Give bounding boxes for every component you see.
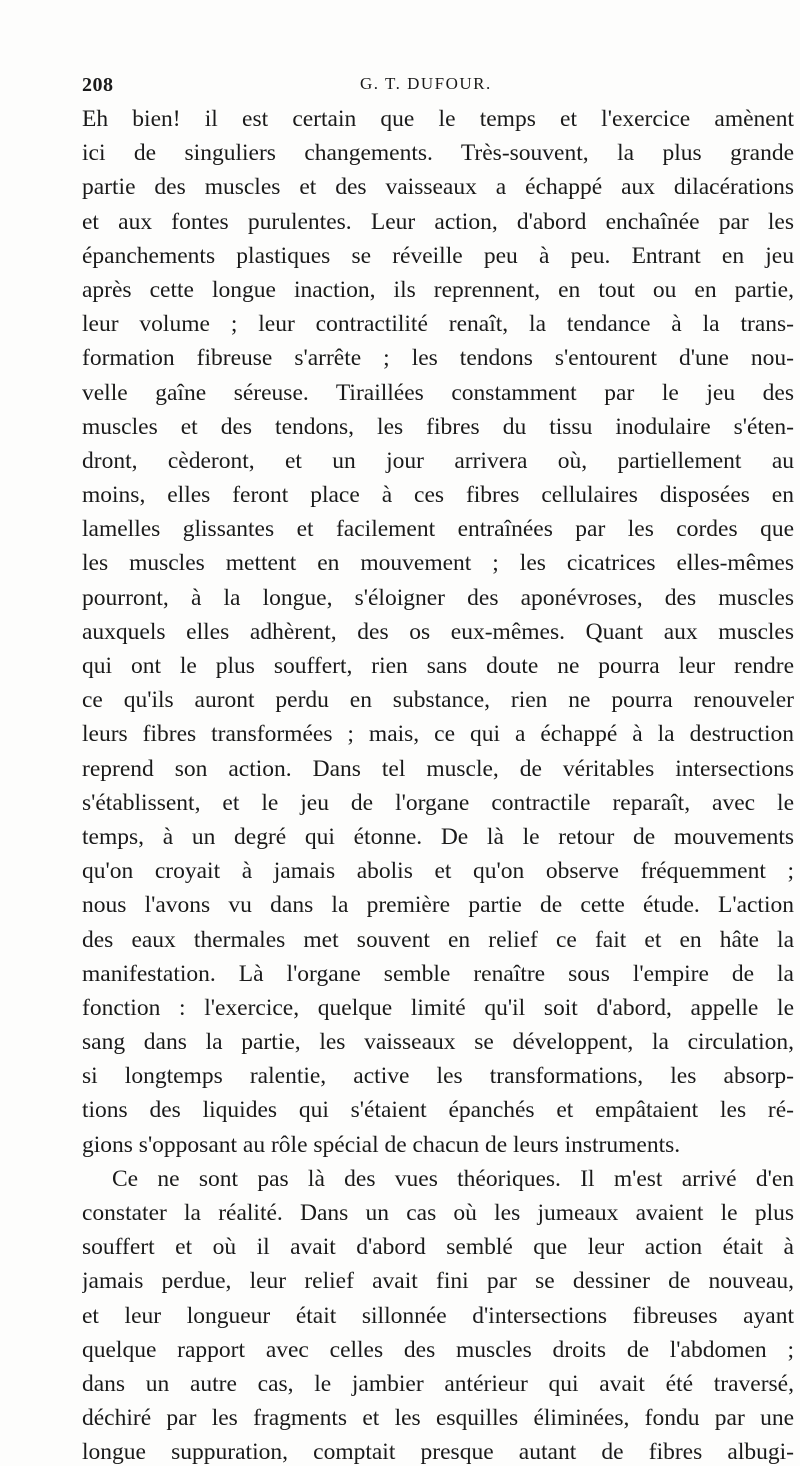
text-line: dans un autre cas, le jambier antérieur qui avait été traversé, xyxy=(82,1370,794,1397)
text-line: et leur longueur était sillonnée d'intersections fibreuses ayant xyxy=(82,1302,794,1329)
text-line: épanchements plastiques se réveille peu à peu. Entrant en jeu xyxy=(82,242,794,269)
text-line: partie des muscles et des vaisseaux a échappé aux dilacérations xyxy=(82,174,794,201)
text-line: constater la réalité. Dans un cas où les jumeaux avaient le plus xyxy=(82,1200,794,1226)
text-line: formation fibreuse s'arrête ; les tendons s'entourent d'une nou- xyxy=(82,345,794,372)
text-line: nous l'avons vu dans la première partie de cette étude. L'action xyxy=(82,892,794,919)
text-line: sang dans la partie, les vaisseaux se développent, la circulation, xyxy=(82,1029,794,1056)
paragraph xyxy=(82,1162,794,1470)
text-line: et aux fontes purulentes. Leur action, d'abord enchaînée par les xyxy=(82,208,794,235)
text-line: gions s'opposant au rôle spécial de chacun de leurs instruments. xyxy=(82,1131,681,1158)
text-line: des eaux thermales met souvent en relief ce fait et en hâte la xyxy=(82,926,794,953)
text-line: dront, cèderont, et un jour arrivera où, partiellement au xyxy=(82,447,794,474)
text-line: qui ont le plus souffert, rien sans doute ne pourra leur rendre xyxy=(82,653,794,679)
text-line: ce qu'ils auront perdu en substance, rien ne pourra renouveler xyxy=(82,687,794,714)
text-line: Eh bien! il est certain que le temps et l'exercice amènent xyxy=(82,106,794,132)
text-line: tions des liquides qui s'étaient épanchés et empâtaient les ré- xyxy=(82,1097,794,1124)
text-line: leurs fibres transformées ; mais, ce qui a échappé à la destruction xyxy=(82,721,794,748)
text-line: auxquels elles adhèrent, des os eux-mêmes. Quant aux muscles xyxy=(82,618,794,645)
text-line: leur volume ; leur contractilité renaît, la tendance à la trans- xyxy=(82,311,794,338)
text-line: jamais perdue, leur relief avait fini par se dessiner de nouveau, xyxy=(82,1268,794,1295)
text-line: après cette longue inaction, ils reprennent, en tout ou en partie, xyxy=(82,276,794,303)
text-line: souffert et où il avait d'abord semblé que leur action était à xyxy=(82,1234,794,1261)
text-line: moins, elles feront place à ces fibres cellulaires disposées en xyxy=(82,482,794,509)
paragraph xyxy=(82,102,794,1162)
page-number: 208 xyxy=(82,74,114,96)
text-line: déchiré par les fragments et les esquilles éliminées, fondu par une xyxy=(82,1405,794,1432)
text-line: ici de singuliers changements. Très-souvent, la plus grande xyxy=(82,140,794,167)
text-line: lamelles glissantes et facilement entraînées par les cordes que xyxy=(82,516,794,543)
text-line: temps, à un degré qui étonne. De là le retour de mouvements xyxy=(82,823,794,850)
text-line: les muscles mettent en mouvement ; les cicatrices elles-mêmes xyxy=(82,550,794,577)
text-line: longue suppuration, comptait presque autant de fibres albugi- xyxy=(82,1439,794,1466)
text-line: qu'on croyait à jamais abolis et qu'on observe fréquemment ; xyxy=(82,858,794,885)
text-line: si longtemps ralentie, active les transformations, les absorp- xyxy=(82,1063,794,1090)
text-line: pourront, à la longue, s'éloigner des aponévroses, des muscles xyxy=(82,584,794,611)
text-line: muscles et des tendons, les fibres du tissu inodulaire s'éten- xyxy=(82,413,794,440)
text-line: Ce ne sont pas là des vues théoriques. Il m'est arrivé d'en xyxy=(112,1165,794,1192)
running-head xyxy=(82,66,792,102)
text-line: s'établissent, et le jeu de l'organe contractile reparaît, avec le xyxy=(82,789,794,816)
text-line: reprend son action. Dans tel muscle, de véritables intersections xyxy=(82,755,794,782)
text-line: fonction : l'exercice, quelque limité qu'il soit d'abord, appelle le xyxy=(82,994,794,1021)
text-line: manifestation. Là l'organe semble renaître sous l'empire de la xyxy=(82,960,794,987)
text-line: quelque rapport avec celles des muscles droits de l'abdomen ; xyxy=(82,1336,794,1363)
running-head-author: G. T. DUFOUR. xyxy=(360,74,492,93)
body-text xyxy=(82,102,794,1470)
text-line: velle gaîne séreuse. Tiraillées constamment par le jeu des xyxy=(82,379,794,406)
